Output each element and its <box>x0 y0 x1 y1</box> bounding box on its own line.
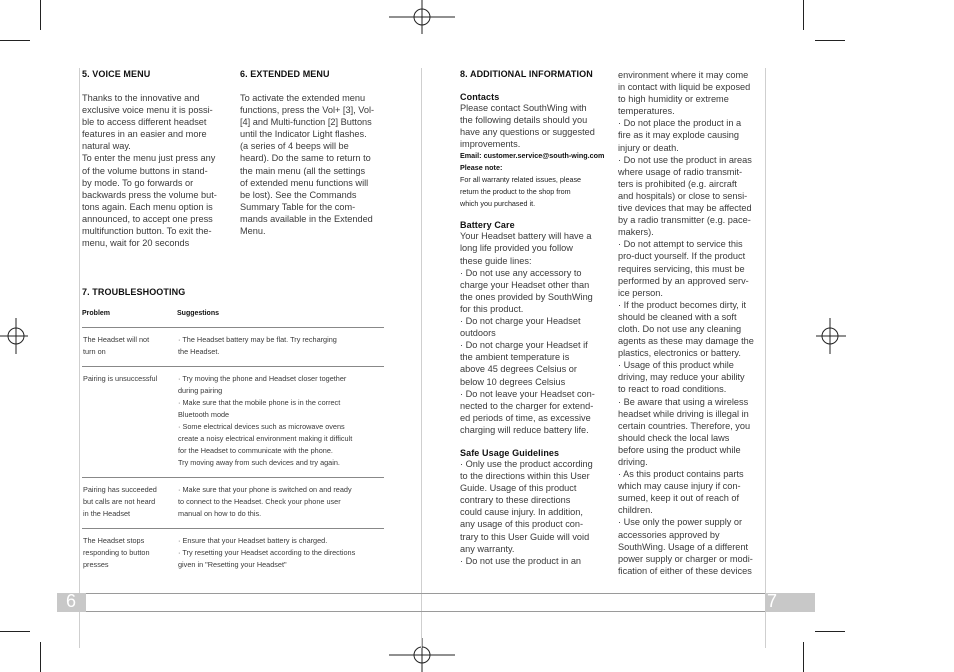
suggestions-cell <box>177 529 384 580</box>
text-line: · Do not place the product in a <box>618 118 742 129</box>
safe-usage-body <box>460 458 610 567</box>
extended-menu-heading: 6. EXTENDED MENU <box>240 69 330 79</box>
text-line: until the Indicator Light flashes. <box>240 129 367 140</box>
text-line: · Do not use the product in an <box>460 555 582 566</box>
text-line: to the directions within this User <box>460 471 590 482</box>
table-row <box>82 478 384 529</box>
text-line: heard). Do the same to return to <box>240 153 371 164</box>
contacts-heading: Contacts <box>460 92 500 102</box>
text-line: power supply or charger or modi- <box>618 553 753 564</box>
text-line: [4] and Multi-function [2] Buttons <box>240 117 372 128</box>
text-line: outdoors <box>460 328 496 339</box>
registration-mark-top <box>389 0 455 34</box>
text-line: any usage of this product con- <box>460 519 584 530</box>
text-line: be lost). See the Commands <box>240 189 357 200</box>
footer-rule-right-bottom <box>421 611 765 612</box>
text-line: during pairing <box>178 386 223 395</box>
text-line: fication of either of these devices <box>618 565 752 576</box>
text-line: ed periods of time, as excessive <box>460 412 591 423</box>
text-line: natural way. <box>82 141 131 152</box>
text-line: the following details should you <box>460 115 588 126</box>
suggestions-cell <box>177 328 384 367</box>
text-line: the ones provided by SouthWing <box>460 291 593 302</box>
text-line: Try moving away from such devices and try again. <box>178 458 340 467</box>
suggestions-column-header: Suggestions <box>177 308 384 328</box>
text-line: The Headset stops <box>83 536 145 545</box>
text-line: ters is prohibited (e.g. aircraft <box>618 178 737 189</box>
table-row <box>82 529 384 580</box>
text-line: which you purchased it. <box>460 199 536 209</box>
text-line: Summary Table for the com- <box>240 201 356 212</box>
text-line: charging will reduce battery life. <box>460 424 589 435</box>
text-line: cloth. Do not use any cleaning <box>618 323 742 334</box>
registration-mark-right <box>816 318 846 354</box>
safety-continued-body <box>618 69 764 577</box>
text-line: given in "Resetting your Headset" <box>178 560 287 569</box>
text-line: plastics, electronics or battery. <box>618 348 741 359</box>
text-line: · Do not charge your Headset if <box>460 340 588 351</box>
contact-email[interactable]: Email: customer.service@south-wing.com <box>460 151 605 161</box>
text-line: trary to this User Guide will void <box>460 531 590 542</box>
text-line: multifunction button. To exit the- <box>82 226 212 237</box>
text-line: contrary to these directions <box>460 495 571 506</box>
voice-menu-body <box>82 92 232 249</box>
text-line: · Some electrical devices such as microwave ovens <box>178 422 345 431</box>
text-line: (a series of 4 beeps will be <box>240 141 349 152</box>
problem-cell <box>82 367 177 478</box>
text-line: requires servicing, this must be <box>618 263 745 274</box>
text-line: injury or death. <box>618 142 679 153</box>
text-line: Your Headset battery will have a <box>460 231 592 242</box>
text-line: · If the product becomes dirty, it <box>618 299 746 310</box>
text-line: · Make sure that the mobile phone is in the correct <box>178 398 341 407</box>
text-line: The Headset will not <box>83 335 150 344</box>
text-line: these guide lines: <box>460 255 532 266</box>
text-line: · Do not use any accessory to <box>460 267 582 278</box>
text-line: For all warranty related issues, please <box>460 175 582 185</box>
contacts-body <box>460 102 610 150</box>
registration-mark-bottom <box>389 638 455 672</box>
text-line: Pairing is unsuccessful <box>83 374 158 383</box>
text-line: environment where it may come <box>618 70 749 80</box>
text-line: below 10 degrees Celsius <box>460 376 566 387</box>
text-line: the main menu (all the settings <box>240 165 366 176</box>
text-line: should be cleaned with a soft <box>618 311 737 322</box>
page-trim-left <box>79 68 80 648</box>
text-line: Bluetooth mode <box>178 410 230 419</box>
text-line: · Do not leave your Headset con- <box>460 388 595 399</box>
text-line: · Try resetting your Headset according to the directions <box>178 548 356 557</box>
text-line: to connect to the Headset. Check your phone user <box>178 497 341 506</box>
text-line: charge your Headset other than <box>460 279 590 290</box>
text-line: · Try moving the phone and Headset closer together <box>178 374 347 383</box>
text-line: long life provided you follow <box>460 243 573 254</box>
safe-usage-heading: Safe Usage Guidelines <box>460 447 560 458</box>
warranty-note <box>460 174 610 210</box>
table-row <box>82 328 384 367</box>
text-line: Please contact SouthWing with <box>460 103 587 113</box>
text-line: Guide. Usage of this product <box>460 483 577 494</box>
text-line: by a radio transmitter (e.g. pace- <box>618 215 751 226</box>
text-line: certain countries. Therefore, you <box>618 420 751 431</box>
text-line: in the Headset <box>83 509 131 518</box>
text-line: above 45 degrees Celsius or <box>460 364 577 375</box>
registration-mark-left <box>0 318 28 354</box>
text-line: Menu. <box>240 226 266 237</box>
text-line: · Do not use the product in areas <box>618 154 752 165</box>
text-line: · As this product contains parts <box>618 469 744 480</box>
text-line: but calls are not heard <box>83 497 156 506</box>
text-line: turn on <box>83 347 106 356</box>
extended-menu-body <box>240 92 390 237</box>
text-line: in contact with liquid be exposed <box>618 82 751 93</box>
text-line: and hospitals) or close to sensi- <box>618 190 748 201</box>
text-line: accessories approved by <box>618 529 720 540</box>
footer-rule-right <box>421 593 765 594</box>
text-line: · Do not charge your Headset <box>460 316 581 327</box>
text-line: of extended menu functions will <box>240 177 369 188</box>
text-line: · Usage of this product while <box>618 360 734 371</box>
voice-menu-section <box>82 69 232 249</box>
text-line: · Be aware that using a wireless <box>618 396 749 407</box>
troubleshooting-heading: 7. TROUBLESHOOTING <box>82 287 186 297</box>
problem-cell <box>82 328 177 367</box>
text-line: announced, to accept one press <box>82 213 213 224</box>
text-line: features in an easier and more <box>82 129 207 140</box>
text-line: sumed, keep it out of reach of <box>618 493 740 504</box>
problem-column-header: Problem <box>82 308 177 328</box>
suggestions-cell <box>177 367 384 478</box>
text-line: could cause injury. In addition, <box>460 507 583 518</box>
footer-rule-left-bottom <box>86 611 421 612</box>
text-line: responding to button <box>83 548 150 557</box>
text-line: agents as these may damage the <box>618 336 754 347</box>
text-line: manual on how to do this. <box>178 509 262 518</box>
text-line: presses <box>83 560 109 569</box>
please-note-label: Please note: <box>460 163 503 173</box>
text-line: · Do not attempt to service this <box>618 239 743 250</box>
text-line: temperatures. <box>618 106 675 117</box>
battery-care-heading: Battery Care <box>460 220 515 231</box>
problem-cell <box>82 529 177 580</box>
text-line: pro-duct yourself. If the product <box>618 251 746 262</box>
text-line: which may cause injury if con- <box>618 481 741 492</box>
text-line: · Use only the power supply or <box>618 517 743 528</box>
additional-info-section <box>460 69 610 567</box>
text-line: tive devices that may be affected <box>618 203 752 214</box>
footer-rule-left <box>86 593 421 594</box>
text-line: create a noisy electrical environment making it difficult <box>178 434 353 443</box>
text-line: driving. <box>618 457 648 467</box>
page-trim-right <box>765 68 766 648</box>
text-line: children. <box>618 505 653 516</box>
extended-menu-section <box>240 69 390 237</box>
text-line: for this product. <box>460 303 524 314</box>
page-fold <box>421 68 422 648</box>
suggestions-cell <box>177 478 384 529</box>
text-line: to high humidity or extreme <box>618 94 729 105</box>
text-line: to react to road conditions. <box>618 384 727 395</box>
text-line: headset while driving is illegal in <box>618 408 749 419</box>
text-line: fire as it may explode causing <box>618 130 740 141</box>
text-line: · Make sure that your phone is switched on and ready <box>178 485 352 494</box>
text-line: ble to access different headset <box>82 117 207 128</box>
text-line: Thanks to the innovative and <box>82 93 200 103</box>
text-line: · The Headset battery may be flat. Try recharging <box>178 335 337 344</box>
text-line: SouthWing. Usage of a different <box>618 541 749 552</box>
text-line: by mode. To go forwards or <box>82 177 194 188</box>
troubleshooting-table <box>82 308 384 579</box>
text-line: performed by an approved serv- <box>618 275 749 286</box>
text-line: improvements. <box>460 139 521 150</box>
text-line: Pairing has succeeded <box>83 485 157 494</box>
battery-care-body <box>460 230 610 436</box>
text-line: tons again. Each menu option is <box>82 201 213 212</box>
text-line: To enter the menu just press any <box>82 153 216 164</box>
page-number-right: 7 <box>767 591 778 611</box>
text-line: the Headset. <box>178 347 220 356</box>
text-line: · Only use the product according <box>460 458 593 469</box>
text-line: menu, wait for 20 seconds <box>82 238 190 249</box>
table-row <box>82 367 384 478</box>
text-line: before using the product while <box>618 444 741 455</box>
additional-info-heading: 8. ADDITIONAL INFORMATION <box>460 69 593 79</box>
text-line: where usage of radio transmit- <box>618 166 743 177</box>
text-line: driving, may reduce your ability <box>618 372 745 383</box>
text-line: have any questions or suggested <box>460 127 595 138</box>
text-line: should check the local laws <box>618 432 730 443</box>
text-line: To activate the extended menu <box>240 93 366 103</box>
text-line: for the Headset to communicate with the phone. <box>178 446 333 455</box>
text-line: nected to the charger for extend- <box>460 400 594 411</box>
text-line: the ambient temperature is <box>460 352 570 363</box>
safety-continued-section <box>618 69 764 577</box>
text-line: any warranty. <box>460 543 515 554</box>
text-line: backwards press the volume but- <box>82 189 217 200</box>
voice-menu-heading: 5. VOICE MENU <box>82 69 151 79</box>
text-line: · Ensure that your Headset battery is charged. <box>178 536 328 545</box>
text-line: ice person. <box>618 287 663 298</box>
text-line: exclusive voice menu it is possi- <box>82 105 213 116</box>
text-line: functions, press the Vol+ [3], Vol- <box>240 105 375 116</box>
text-line: return the product to the shop from <box>460 187 571 197</box>
text-line: mands available in the Extended <box>240 213 373 224</box>
problem-cell <box>82 478 177 529</box>
text-line: makers). <box>618 227 654 238</box>
page-number-left: 6 <box>66 591 77 611</box>
text-line: of the volume buttons in stand- <box>82 165 208 176</box>
